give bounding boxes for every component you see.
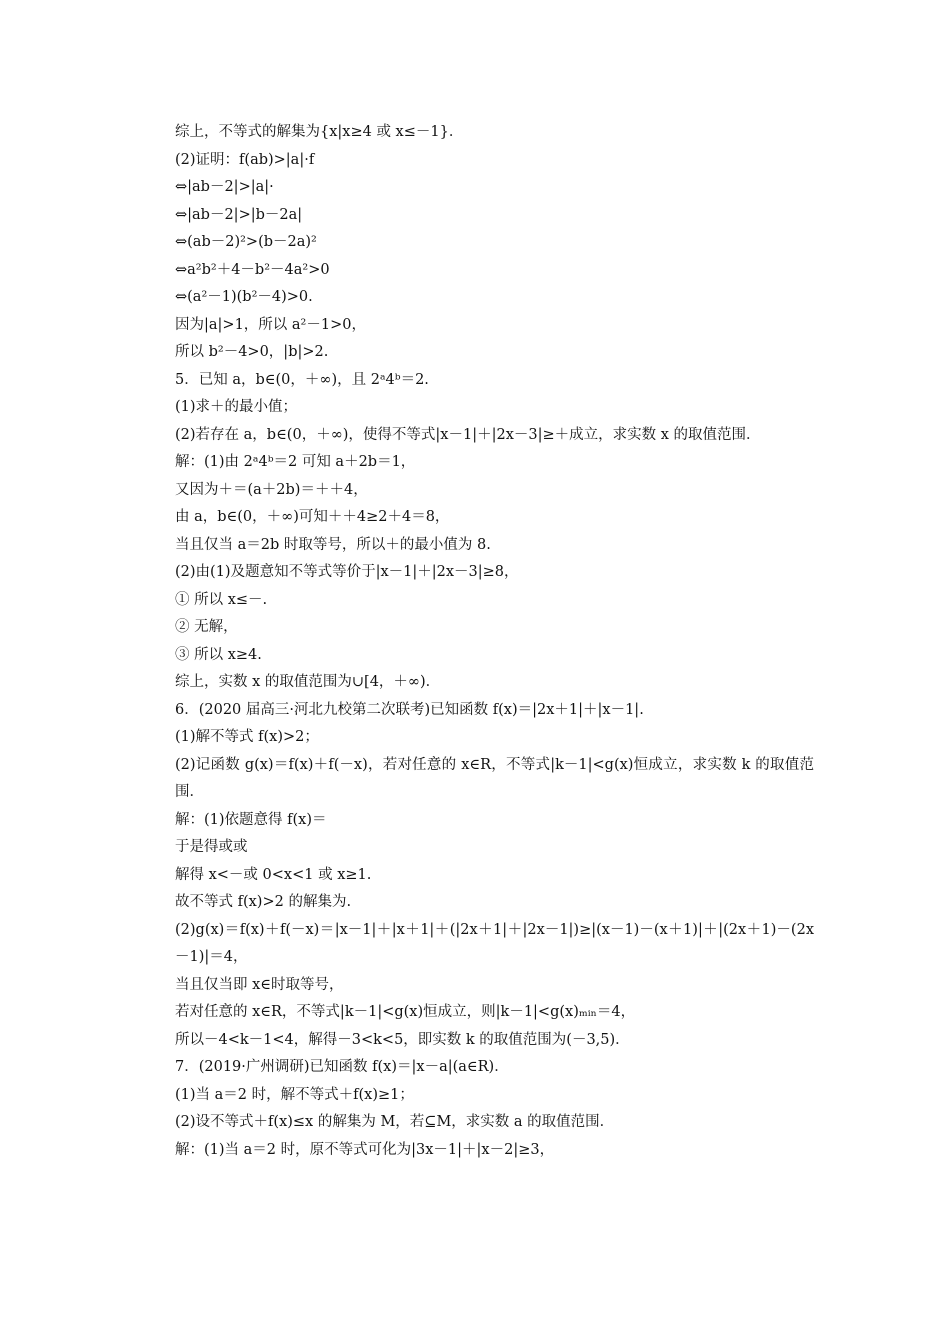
text-line: (1)解不等式 f(x)>2； <box>175 729 319 745</box>
text-line: (2)设不等式＋f(x)≤x 的解集为 M，若⊆M，求实数 a 的取值范围． <box>175 1114 615 1130</box>
document-body <box>146 119 814 1164</box>
text-line: 又因为＋＝(a＋2b)＝＋＋4， <box>175 481 368 498</box>
text-line: 解：(1)当 a＝2 时，原不等式可化为|3x－1|＋|x－2|≥3， <box>175 1141 555 1158</box>
text-line: ② 无解， <box>175 619 238 635</box>
text-line: (1)求＋的最小值； <box>175 399 298 415</box>
text-line: 解：(1)依题意得 f(x)＝ <box>175 811 327 828</box>
text-line: (1)当 a＝2 时，解不等式＋f(x)≥1； <box>175 1086 414 1103</box>
text-line: 所以 b²－4>0，|b|>2. <box>175 344 329 360</box>
text-line: 若对任意的 x∈R，不等式|k－1|<g(x)恒成立，则|k－1|<g(x)ₘᵢₙ＝4， <box>175 1004 636 1020</box>
text-line: 解得 x<－或 0<x<1 或 x≥1. <box>175 866 372 883</box>
text-line: 所以－4<k－1<4，解得－3<k<5，即实数 k 的取值范围为(－3,5)． <box>175 1031 630 1048</box>
text-line: ⇔(ab－2)²>(b－2a)² <box>175 234 317 250</box>
text-line: 当且仅当即 x∈时取等号， <box>175 976 344 993</box>
text-line: 7．(2019·广州调研)已知函数 f(x)＝|x－a|(a∈R)． <box>175 1059 509 1075</box>
text-line: 解：(1)由 2ᵃ4ᵇ＝2 可知 a＋2b＝1， <box>175 454 416 470</box>
text-line: 6．(2020 届高三·河北九校第二次联考)已知函数 f(x)＝|2x＋1|＋|x－1|. <box>175 701 644 718</box>
text-line: 于是得或或 <box>175 839 248 855</box>
text-line: ③ 所以 x≥4. <box>175 646 262 663</box>
text-line: 当且仅当 a＝2b 时取等号，所以＋的最小值为 8. <box>175 536 491 553</box>
text-line: 综上，实数 x 的取值范围为∪[4，＋∞)． <box>175 674 441 690</box>
text-line: ① 所以 x≤－. <box>175 591 268 608</box>
text-line: 综上，不等式的解集为{x|x≥4 或 x≤－1}． <box>175 124 464 140</box>
text-line: (2)g(x)＝f(x)＋f(－x)＝|x－1|＋|x＋1|＋(|2x＋1|＋|2x－1|)≥|(x－1)－(x＋1)|＋|(2x＋1)－(2x－1)|＝4， <box>175 921 814 965</box>
text-line: ⇔(a²－1)(b²－4)>0. <box>175 289 313 305</box>
text-line: (2)记函数 g(x)＝f(x)＋f(－x)，若对任意的 x∈R，不等式|k－1|<g(x)恒成立，求实数 k 的取值范围． <box>175 756 814 800</box>
text-line: ⇔a²b²＋4－b²－4a²>0 <box>175 261 330 278</box>
text-line: 因为|a|>1，所以 a²－1>0， <box>175 316 366 333</box>
text-line: 5．已知 a，b∈(0，＋∞)，且 2ᵃ4ᵇ＝2. <box>175 371 429 388</box>
text-line: (2)由(1)及题意知不等式等价于|x－1|＋|2x－3|≥8， <box>175 564 519 580</box>
text-line: (2)若存在 a，b∈(0，＋∞)，使得不等式|x－1|＋|2x－3|≥＋成立，求实数 x 的取值范围． <box>175 426 761 443</box>
text-line: 故不等式 f(x)>2 的解集为. <box>175 894 352 910</box>
text-line: ⇔|ab－2|>|b－2a| <box>175 206 303 223</box>
text-line: 由 a，b∈(0，＋∞)可知＋＋4≥2＋4＝8， <box>175 509 450 525</box>
text-line: ⇔|ab－2|>|a|· <box>175 179 274 195</box>
text-line: (2)证明：f(ab)>|a|·f <box>175 151 315 168</box>
